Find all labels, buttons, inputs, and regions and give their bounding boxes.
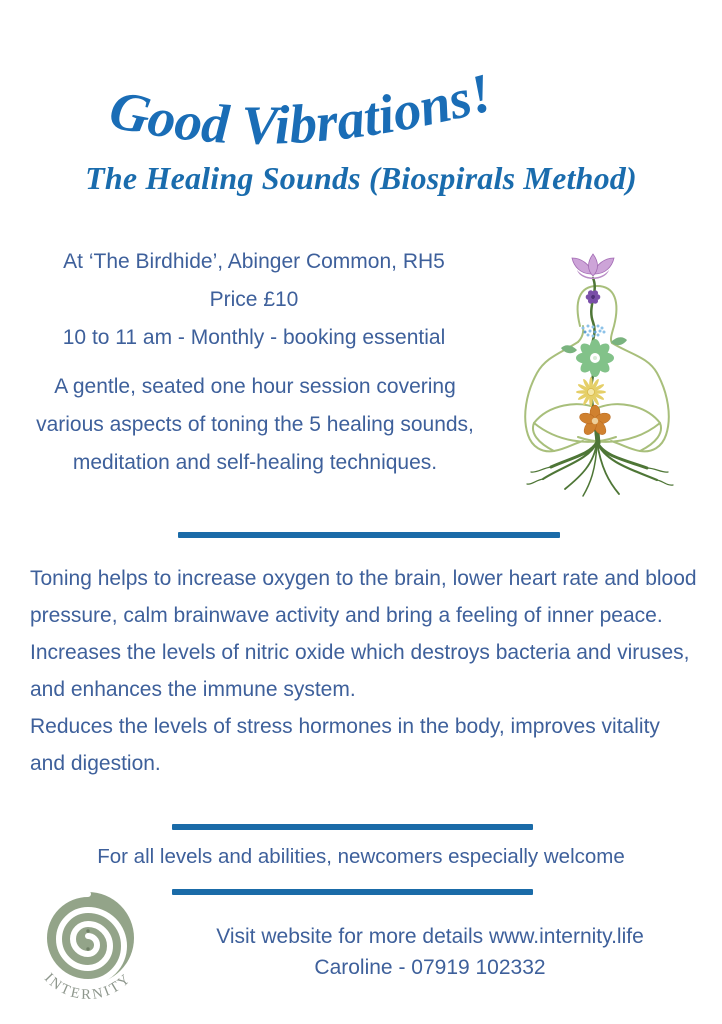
crown-flower-icon	[586, 290, 601, 303]
section-divider	[172, 824, 533, 830]
event-price: Price £10	[209, 288, 299, 311]
benefit-toning: Toning helps to increase oxygen to the brain, lower heart rate and blood pressure, calm brainwave activity and bring a feeling of inner peace.	[30, 567, 697, 627]
event-location: At ‘The Birdhide’, Abinger Common, RH5	[63, 250, 445, 273]
solar-flower-icon	[576, 377, 606, 407]
page-title: Good Vibrations!	[104, 61, 499, 146]
logo-arc-text: INTERNITY	[41, 970, 136, 1003]
lotus-flower-icon	[572, 254, 614, 279]
internity-logo	[24, 888, 156, 1020]
website-line: Visit website for more details www.internity.life	[216, 925, 644, 948]
contact-block	[150, 921, 710, 983]
page-subtitle: The Healing Sounds (Biospirals Method)	[85, 160, 637, 196]
spiral-dot	[86, 929, 89, 932]
spiral-dot	[86, 947, 89, 950]
page-title-arc	[50, 26, 670, 146]
event-details	[8, 243, 500, 357]
heart-flower-icon	[576, 339, 614, 377]
benefits-text	[30, 560, 698, 782]
welcome-note: For all levels and abilities, newcomers especially welcome	[97, 845, 625, 868]
section-divider	[178, 532, 560, 538]
benefit-nitric-oxide: Increases the levels of nitric oxide which destroys bacteria and viruses, and enhances the immune system.	[30, 641, 690, 701]
session-description: A gentle, seated one hour session covering various aspects of toning the 5 healing sounds, meditation and self-healing techniques.	[36, 375, 474, 474]
meditation-figure-illustration	[505, 244, 715, 500]
contact-line: Caroline - 07919 102332	[314, 956, 546, 979]
event-schedule: 10 to 11 am - Monthly - booking essential	[62, 326, 446, 349]
benefit-stress: Reduces the levels of stress hormones in the body, improves vitality and digestion.	[30, 715, 660, 775]
section-divider	[172, 889, 533, 895]
